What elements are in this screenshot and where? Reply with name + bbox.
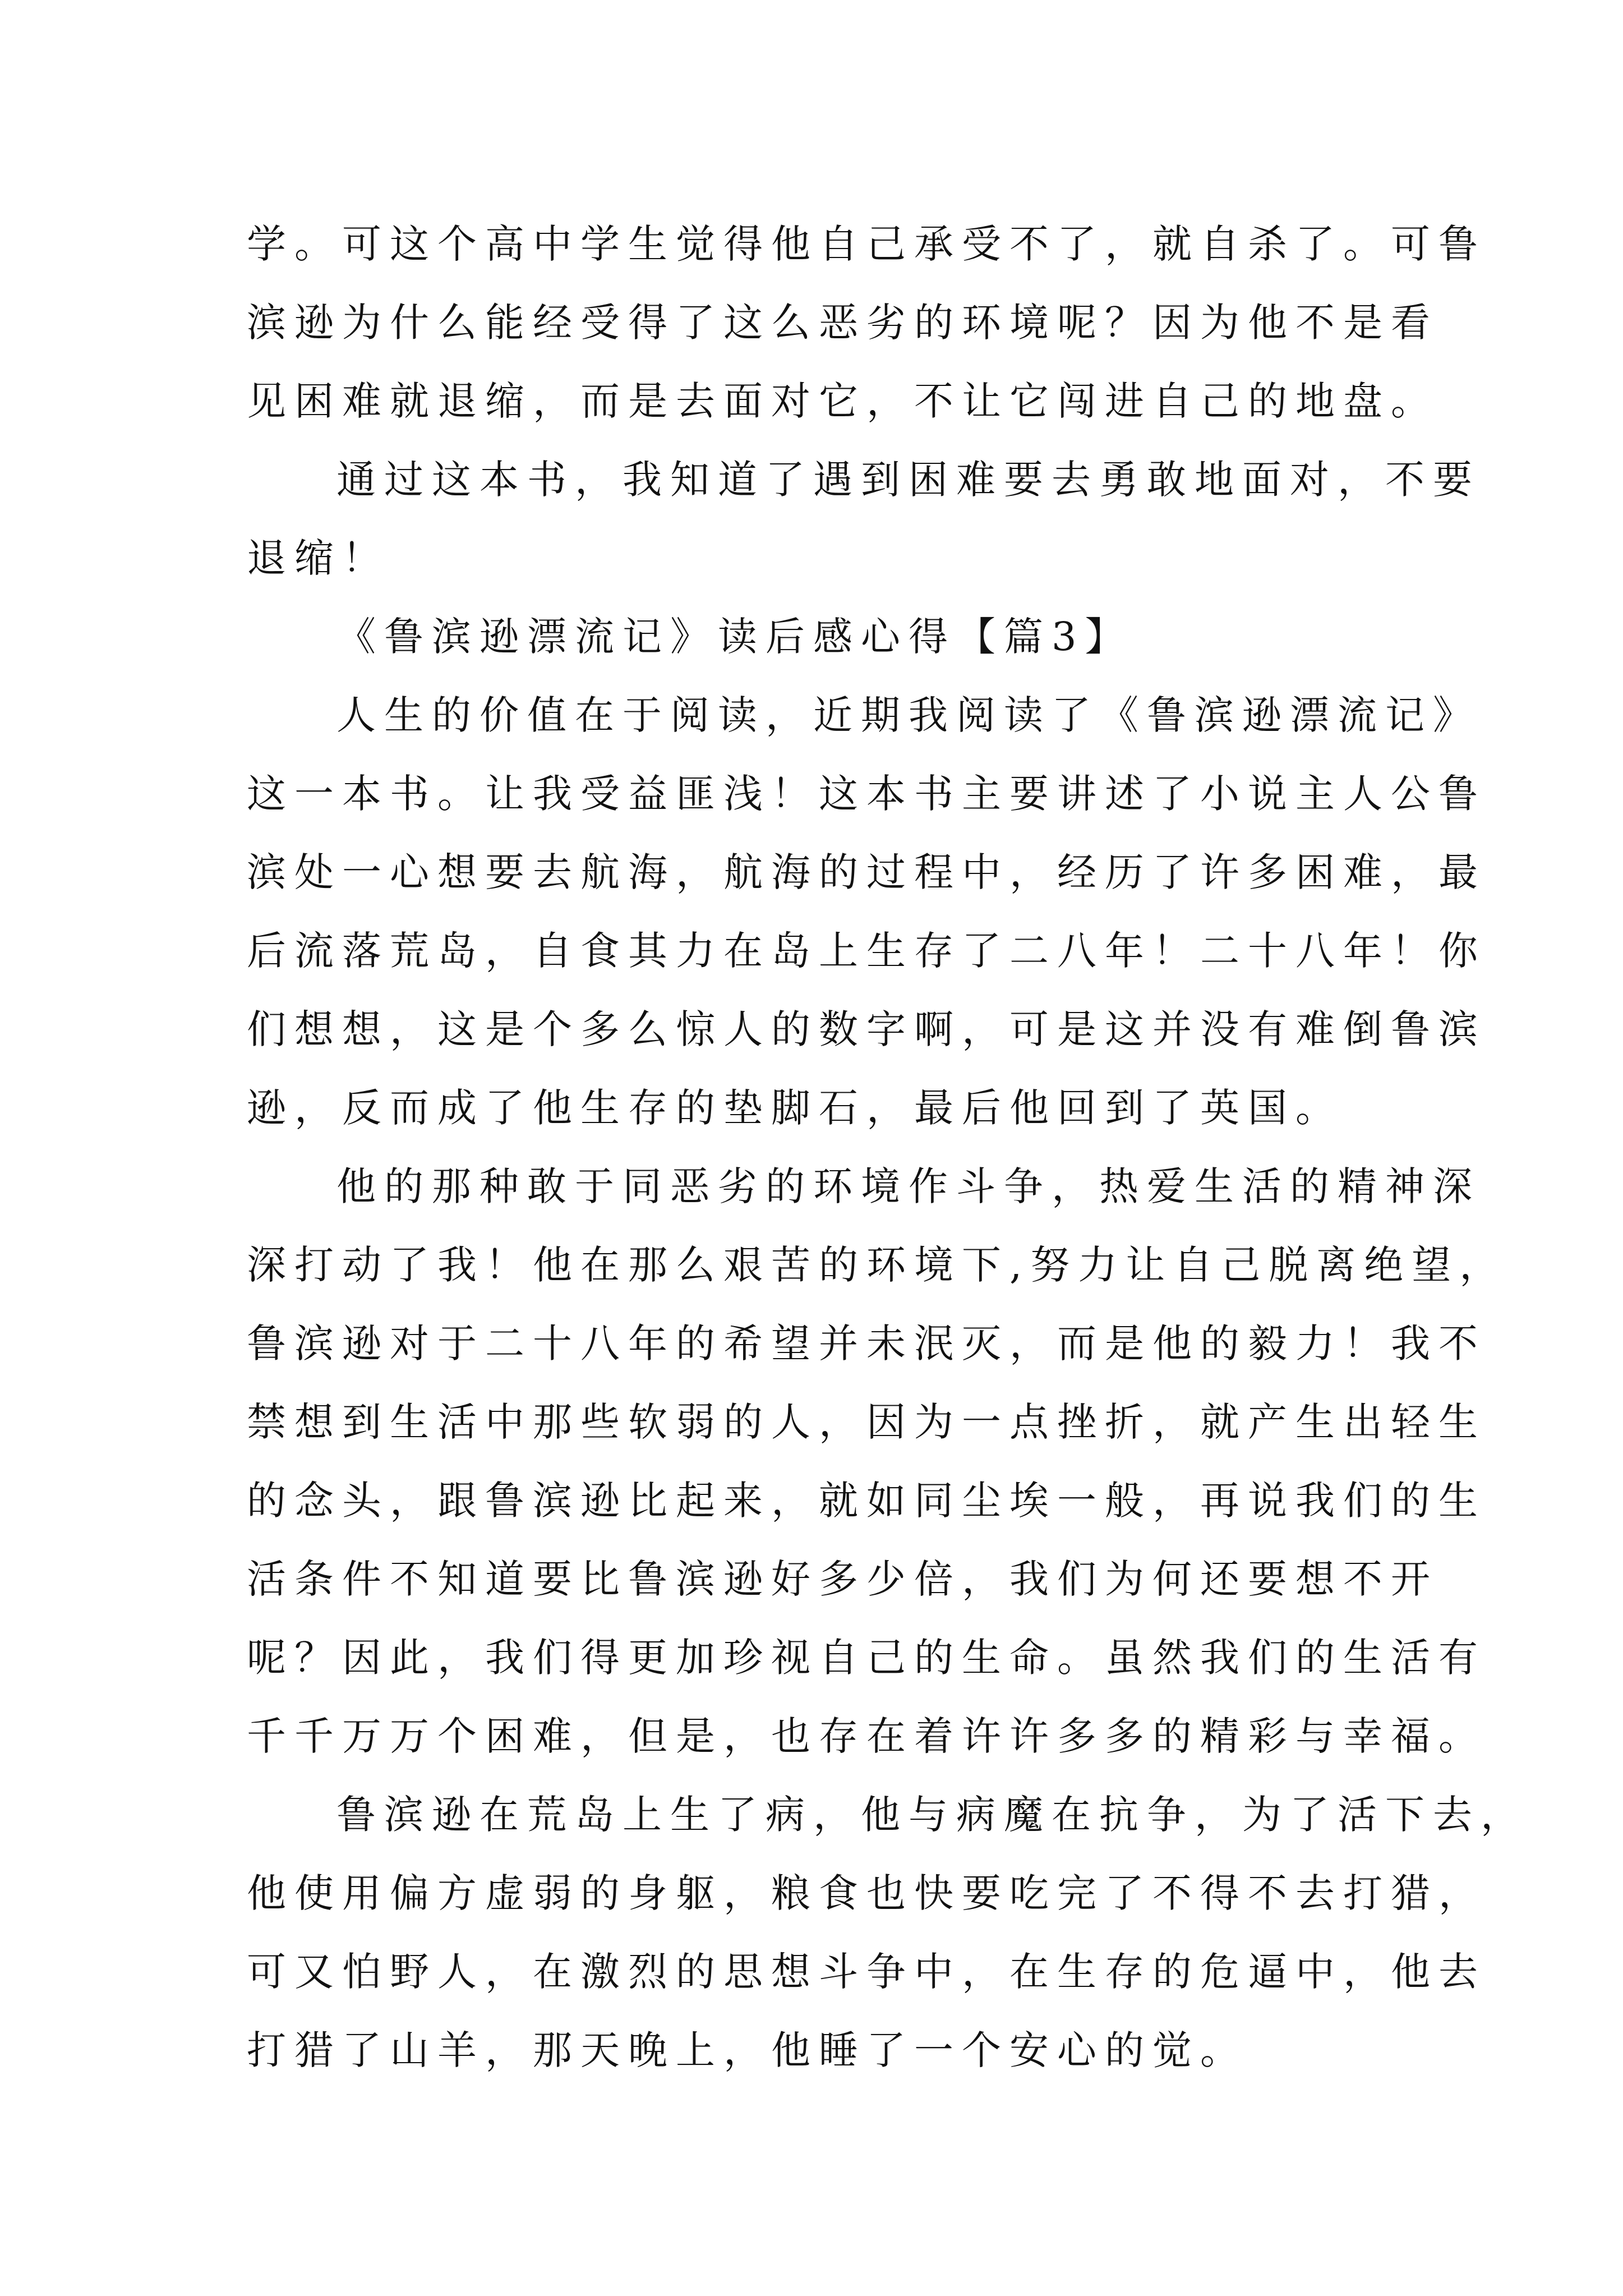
paragraph-first-line: 人生的价值在于阅读，近期我阅读了《鲁滨逊漂流记》	[336, 692, 1481, 738]
text-line: 滨逊为什么能经受得了这么恶劣的环境呢？因为他不是看	[247, 300, 1438, 346]
text-line: 滨处一心想要去航海，航海的过程中，经历了许多困难，最	[247, 849, 1486, 895]
section-heading: 《鲁滨逊漂流记》读后感心得【篇3】	[336, 614, 1133, 660]
text-line: 可又怕野人，在激烈的思想斗争中，在生存的危逼中，他去	[247, 1949, 1486, 1995]
text-line: 后流落荒岛，自食其力在岛上生存了二八年！二十八年！你	[247, 928, 1486, 974]
text-line: 深打动了我！他在那么艰苦的环境下,努力让自己脱离绝望，	[247, 1242, 1507, 1288]
paragraph-first-line: 鲁滨逊在荒岛上生了病，他与病魔在抗争，为了活下去，	[336, 1792, 1528, 1838]
paragraph-first-line: 他的那种敢于同恶劣的环境作斗争，热爱生活的精神深	[336, 1163, 1481, 1209]
text-line: 这一本书。让我受益匪浅！这本书主要讲述了小说主人公鲁	[247, 771, 1486, 817]
text-line: 打猎了山羊，那天晚上，他睡了一个安心的觉。	[247, 2027, 1248, 2073]
text-line: 活条件不知道要比鲁滨逊好多少倍，我们为何还要想不开	[247, 1556, 1438, 1602]
text-line: 退缩！	[247, 535, 390, 581]
text-line: 逊，反而成了他生存的垫脚石，最后他回到了英国。	[247, 1085, 1343, 1131]
text-line: 千千万万个困难，但是，也存在着许许多多的精彩与幸福。	[247, 1713, 1486, 1759]
text-line: 禁想到生活中那些软弱的人，因为一点挫折，就产生出轻生	[247, 1399, 1486, 1445]
paragraph-first-line: 通过这本书，我知道了遇到困难要去勇敢地面对，不要	[336, 457, 1481, 503]
text-line: 鲁滨逊对于二十八年的希望并未泯灭，而是他的毅力！我不	[247, 1320, 1486, 1366]
text-line: 呢？因此，我们得更加珍视自己的生命。虽然我们的生活有	[247, 1635, 1486, 1681]
text-line: 们想想，这是个多么惊人的数字啊，可是这并没有难倒鲁滨	[247, 1006, 1486, 1052]
text-line: 他使用偏方虚弱的身躯，粮食也快要吃完了不得不去打猎，	[247, 1870, 1486, 1916]
text-line: 学。可这个高中学生觉得他自己承受不了，就自杀了。可鲁	[247, 221, 1486, 267]
text-line: 的念头，跟鲁滨逊比起来，就如同尘埃一般，再说我们的生	[247, 1478, 1486, 1524]
text-line: 见困难就退缩，而是去面对它，不让它闯进自己的地盘。	[247, 378, 1438, 424]
